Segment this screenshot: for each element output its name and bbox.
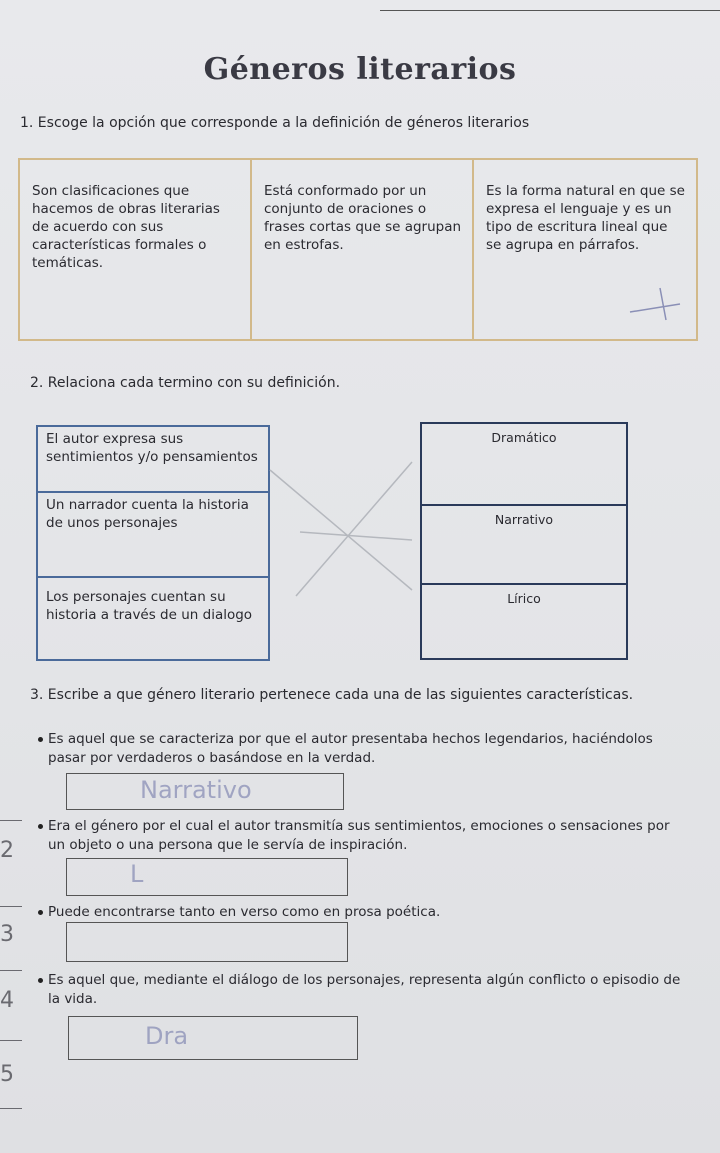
answer-1-handwriting: Narrativo — [140, 776, 252, 804]
answer-box-3[interactable] — [66, 922, 348, 962]
answer-4-handwriting: Dra — [145, 1022, 189, 1050]
definition-option-2[interactable]: Está conformado por un conjunto de oraciones o frases cortas que se agrupan en estrofas. — [252, 160, 474, 339]
answer-box-2[interactable] — [66, 858, 348, 896]
bullet-icon — [38, 910, 43, 915]
check-mark-stroke — [630, 304, 680, 312]
margin-rule — [0, 1040, 22, 1041]
characteristic-1-text: Es aquel que se caracteriza por que el autor presentaba hechos legendarios, haciéndolos pasar por verdaderos o basándose en la verdad. — [48, 731, 653, 766]
bullet-icon — [38, 737, 43, 742]
characteristic-1 — [48, 730, 688, 768]
definition-option-1[interactable]: Son clasificaciones que hacemos de obras literarias de acuerdo con sus características formales o temáticas. — [20, 160, 252, 339]
check-mark — [660, 288, 666, 320]
match-line-1 — [270, 470, 412, 590]
question-1-text: 1. Escoge la opción que corresponde a la definición de géneros literarios — [20, 115, 530, 131]
match-definition-3[interactable]: Los personajes cuentan su historia a través de un dialogo — [46, 589, 253, 623]
characteristic-4 — [48, 971, 688, 1009]
characteristic-3 — [48, 903, 688, 922]
page-title: Géneros literarios — [203, 52, 517, 87]
answer-2-handwriting: L — [130, 860, 144, 888]
margin-number-3: 3 — [0, 922, 14, 947]
margin-rule — [0, 970, 22, 971]
margin-number-4: 4 — [0, 988, 14, 1013]
margin-number-5: 5 — [0, 1062, 14, 1087]
characteristic-4-text: Es aquel que, mediante el diálogo de los personajes, representa algún conflicto o episodio de la vida. — [48, 972, 681, 1007]
margin-number-2: 2 — [0, 838, 14, 863]
definition-option-3[interactable]: Es la forma natural en que se expresa el lenguaje y es un tipo de escritura lineal que se agrupa en párrafos. — [486, 183, 685, 253]
question-2-text: 2. Relaciona cada termino con su definición. — [30, 375, 341, 391]
margin-rule — [0, 906, 22, 907]
bullet-icon — [38, 824, 43, 829]
characteristic-2-text: Era el género por el cual el autor transmitía sus sentimientos, emociones o sensaciones por un objeto o una persona que le servía de inspiración. — [48, 818, 670, 853]
question-3-text: 3. Escribe a que género literario pertenece cada una de las siguientes características. — [30, 687, 634, 703]
characteristic-3-text: Puede encontrarse tanto en verso como en prosa poética. — [48, 904, 441, 920]
match-term-dramatico[interactable]: Dramático — [422, 424, 626, 506]
answer-box-4[interactable] — [68, 1016, 358, 1060]
match-term-narrativo[interactable]: Narrativo — [422, 506, 626, 585]
margin-rule — [0, 1108, 22, 1109]
match-definition-1[interactable]: El autor expresa sus sentimientos y/o pensamientos — [38, 427, 268, 493]
bullet-icon — [38, 978, 43, 983]
match-line-2 — [300, 532, 412, 540]
characteristic-2 — [48, 817, 688, 855]
match-term-lirico[interactable]: Lírico — [507, 591, 541, 606]
margin-rule — [0, 820, 22, 821]
match-definition-2[interactable]: Un narrador cuenta la historia de unos personajes — [38, 493, 268, 578]
